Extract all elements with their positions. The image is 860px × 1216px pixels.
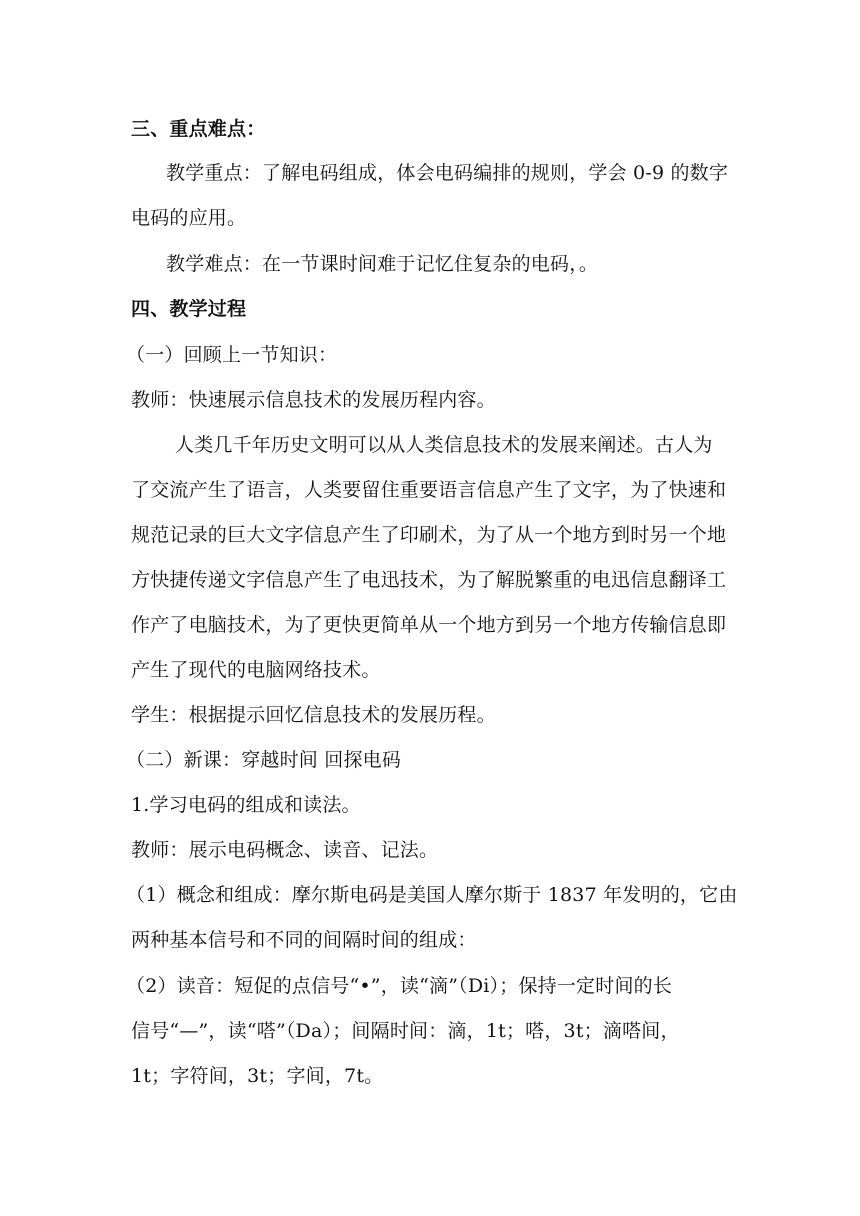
paragraph-line-1: 人类几千年历史文明可以从人类信息技术的发展来阐述。古人为: [175, 434, 713, 456]
pronunciation-line-3: 1t；字符间，3t；字间，7t。: [131, 1065, 384, 1087]
paragraph-line-5: 作产了电脑技术，为了更快更简单从一个地方到另一个地方传输信息即: [131, 614, 727, 636]
section-heading-process: 四、教学过程: [131, 298, 247, 320]
subsection-review: （一）回顾上一节知识：: [126, 344, 338, 366]
pronunciation-line-2: 信号“—”，读“嗒”（Da）；间隔时间：滴，1t；嗒，3t；滴嗒间，: [131, 1020, 680, 1042]
learning-item-1: 1.学习电码的组成和读法。: [131, 794, 361, 816]
concept-line-1: （1）概念和组成：摩尔斯电码是美国人摩尔斯于 1837 年发明的，它由: [126, 884, 738, 906]
teaching-focus-line-2: 电码的应用。: [131, 207, 247, 229]
pronunciation-line-1: （2）读音：短促的点信号“•”，读“滴”（Di）；保持一定时间的长: [126, 975, 673, 997]
teacher-line-2: 教师：展示电码概念、读音、记法。: [131, 839, 439, 861]
teacher-line-1: 教师：快速展示信息技术的发展历程内容。: [131, 389, 496, 411]
paragraph-line-2: 了交流产生了语言，人类要留住重要语言信息产生了文字，为了快速和: [131, 479, 727, 501]
paragraph-line-4: 方快捷传递文字信息产生了电迅技术，为了解脱繁重的电迅信息翻译工: [131, 569, 727, 591]
teaching-difficulty: 教学难点：在一节课时间难于记忆住复杂的电码，。: [166, 253, 599, 275]
teaching-focus-line-1: 教学重点：了解电码组成，体会电码编排的规则，学会 0-9 的数字: [166, 162, 729, 184]
concept-line-2: 两种基本信号和不同的间隔时间的组成：: [131, 929, 477, 951]
section-heading-key-points: 三、重点难点：: [131, 118, 266, 140]
paragraph-line-3: 规范记录的巨大文字信息产生了印刷术，为了从一个地方到时另一个地: [131, 524, 727, 546]
student-line: 学生：根据提示回忆信息技术的发展历程。: [131, 704, 496, 726]
paragraph-line-6: 产生了现代的电脑网络技术。: [131, 659, 381, 681]
subsection-new-lesson: （二）新课：穿越时间 回探电码: [126, 749, 402, 771]
